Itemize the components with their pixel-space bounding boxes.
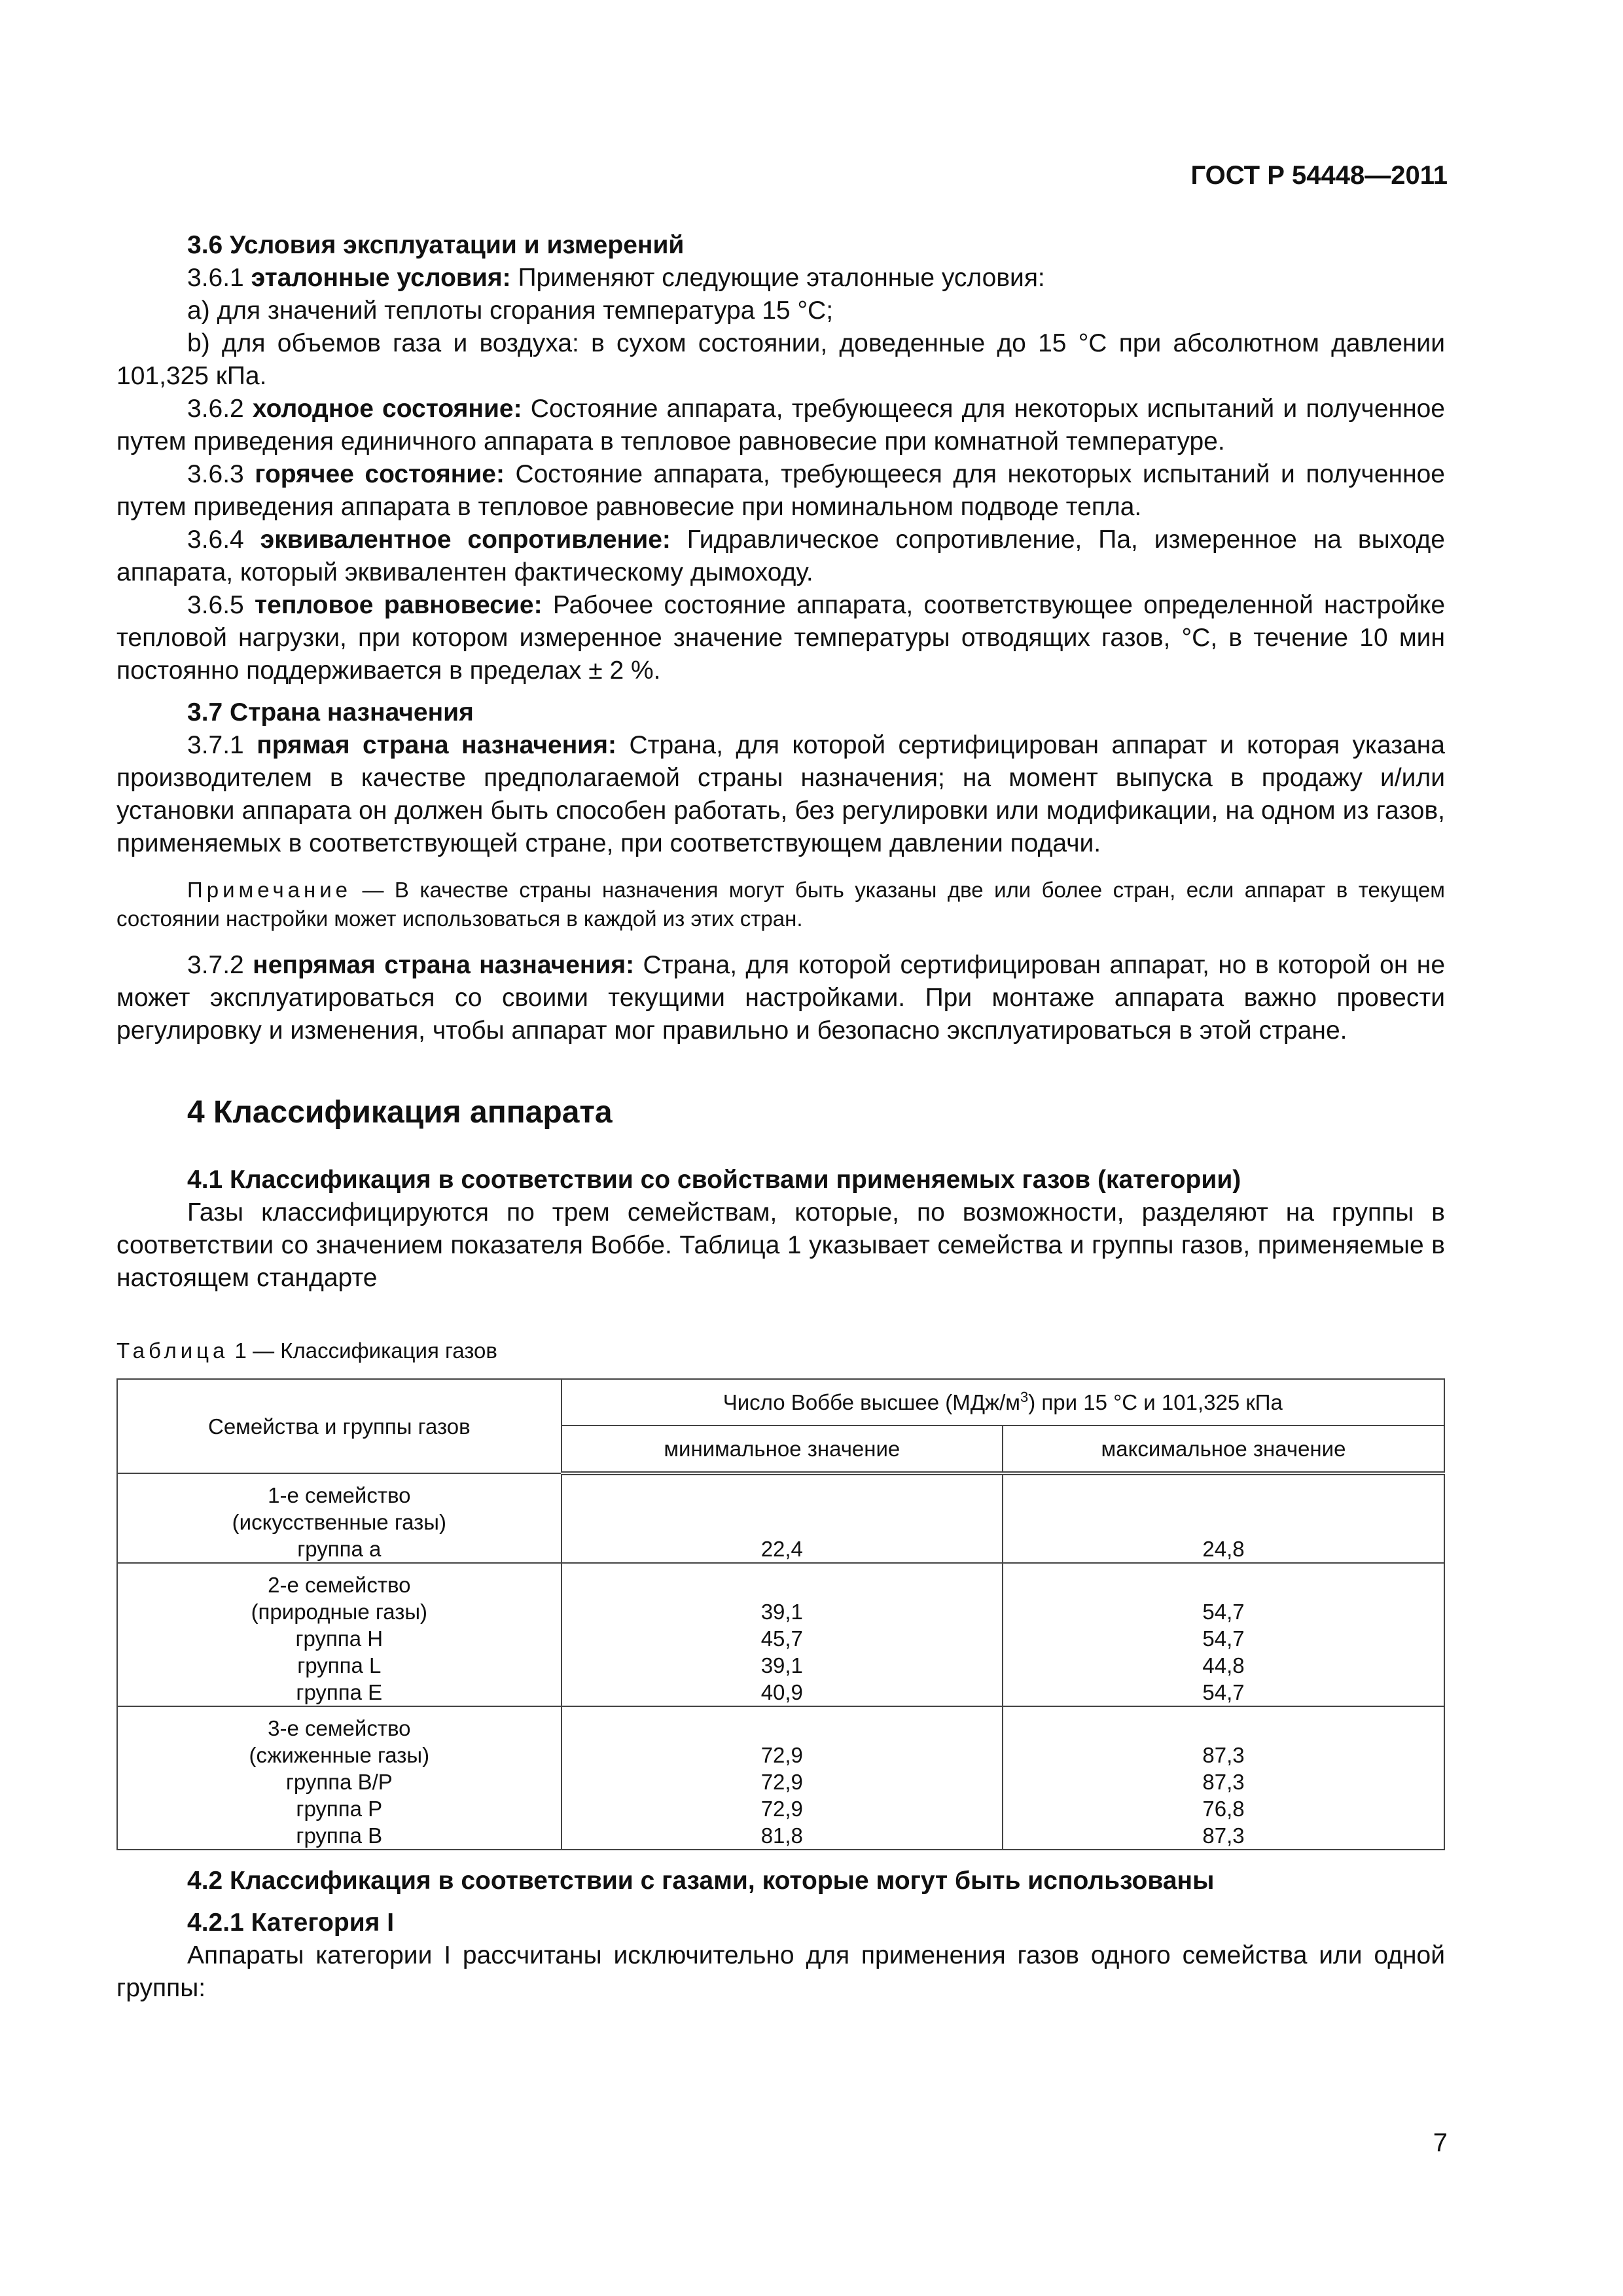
family-name: группа В/Р bbox=[285, 1770, 393, 1794]
table-header-max: максимальное значение bbox=[1003, 1426, 1444, 1473]
table-row bbox=[117, 1563, 1444, 1706]
section-4-1-title: 4.1 Классификация в соответствии со свойствами применяемых газов (категории) bbox=[187, 1166, 1241, 1194]
max-value-cell bbox=[1003, 1473, 1444, 1563]
max-value: 76,8 bbox=[1202, 1797, 1245, 1821]
table-header-wobbe: Число Воббе высшее $(МДж/м^3)$ при 15 °C и 101,325 кПа bbox=[562, 1379, 1444, 1426]
min-value: 72,9 bbox=[760, 1743, 803, 1767]
family-name: (искусственные газы) bbox=[232, 1510, 446, 1534]
section-3-6-title: 3.6 Условия эксплуатации и измерений bbox=[187, 231, 685, 259]
section-4-2-title: 4.2 Классификация в соответствии с газами, которые могут быть использованы bbox=[187, 1867, 1215, 1895]
table-body bbox=[117, 1473, 1444, 1850]
table-header-min: минимальное значение bbox=[562, 1426, 1003, 1473]
family-name: группа L bbox=[297, 1653, 382, 1677]
table-row bbox=[117, 1473, 1444, 1563]
family-name: 1-е семейство bbox=[268, 1483, 411, 1507]
table-header-families: Семейства и группы газов bbox=[117, 1379, 562, 1473]
clause-3-6-4: 3.6.4 эквивалентное сопротивление: Гидравлическое сопротивление, Па, измеренное на выходе аппарата, который эквивалентен фактическому дымоходу. bbox=[116, 526, 1445, 586]
min-value: 81,8 bbox=[760, 1823, 803, 1848]
section-4-1-text: Газы классифицируются по трем семействам, которые, по возможности, разделяют на группы в соответствии со значением показателя Воббе. Таблица 1 указывает семейства и группы газов, применяемые в настоящем стандарте bbox=[116, 1198, 1445, 1292]
family-name: 3-е семейство bbox=[268, 1716, 411, 1740]
clause-3-6-1-a: а) для значений теплоты сгорания температура 15 °C; bbox=[187, 296, 834, 325]
min-value-cell bbox=[562, 1706, 1003, 1850]
min-value-cell bbox=[562, 1563, 1003, 1706]
max-value-cell bbox=[1003, 1563, 1444, 1706]
table-caption: Таблица 1 — Классификация газов bbox=[116, 1338, 497, 1363]
max-value-cell bbox=[1003, 1706, 1444, 1850]
max-value: 87,3 bbox=[1202, 1770, 1245, 1794]
family-name: (сжиженные газы) bbox=[249, 1743, 430, 1767]
min-value: 40,9 bbox=[760, 1680, 803, 1704]
table-row bbox=[117, 1706, 1444, 1850]
min-value: 39,1 bbox=[760, 1600, 803, 1624]
clause-3-6-2: 3.6.2 холодное состояние: Состояние аппарата, требующееся для некоторых испытаний и полученное путем приведения единичного аппарата в тепловое равновесие при комнатной температуре. bbox=[116, 395, 1445, 456]
note: Примечание — В качестве страны назначения могут быть указаны две или более стран, если аппарат в текущем состоянии настройки может использоваться в каждой из этих стран. bbox=[116, 878, 1445, 931]
note-label: Примечание bbox=[187, 878, 352, 902]
family-name: (природные газы) bbox=[251, 1600, 428, 1624]
min-value: 45,7 bbox=[760, 1626, 803, 1651]
family-cell bbox=[117, 1706, 562, 1850]
gas-classification-table bbox=[116, 1378, 1445, 1850]
family-name: 2-е семейство bbox=[268, 1573, 411, 1597]
max-value: 54,7 bbox=[1202, 1600, 1245, 1624]
min-value: 22,4 bbox=[760, 1537, 803, 1561]
family-name: группа В bbox=[296, 1823, 383, 1848]
page-content bbox=[116, 229, 1445, 2005]
min-value-cell bbox=[562, 1473, 1003, 1563]
family-name: группа E bbox=[296, 1680, 383, 1704]
page-number: 7 bbox=[1433, 2128, 1448, 2157]
min-value: 39,1 bbox=[760, 1653, 803, 1677]
family-name: группа а bbox=[297, 1537, 382, 1561]
max-value: 54,7 bbox=[1202, 1680, 1245, 1704]
min-value: 72,9 bbox=[760, 1797, 803, 1821]
section-4-2-1-text: Аппараты категории I рассчитаны исключительно для применения газов одного семейства или одной группы: bbox=[116, 1941, 1445, 2002]
max-value: 54,7 bbox=[1202, 1626, 1245, 1651]
section-4-title: 4 Классификация аппарата bbox=[187, 1095, 613, 1130]
section-4-2-1-title: 4.2.1 Категория I bbox=[187, 1909, 395, 1937]
max-value: 87,3 bbox=[1202, 1743, 1245, 1767]
section-3-7-title: 3.7 Страна назначения bbox=[187, 698, 474, 726]
clause-3-7-1: 3.7.1 прямая страна назначения: Страна, для которой сертифицирован аппарат и которая указана производителем в качестве предполагаемой страны назначения; на момент выпуска в продажу и/или установки аппарата он должен быть способен работать, без регулировки или модификации, на одном из газов, применяемых в соответствующей стране, при соответствующем давлении подачи. bbox=[116, 731, 1446, 857]
clause-3-6-1-b: b) для объемов газа и воздуха: в сухом состоянии, доведенные до 15 °C при абсолютном давлении 101,325 кПа. bbox=[116, 329, 1445, 390]
family-cell bbox=[117, 1473, 562, 1563]
clause-3-6-1: 3.6.1 эталонные условия: Применяют следующие эталонные условия: bbox=[187, 264, 1045, 292]
min-value: 72,9 bbox=[760, 1770, 803, 1794]
family-name: группа Н bbox=[295, 1626, 383, 1651]
clause-3-6-5: 3.6.5 тепловое равновесие: Рабочее состояние аппарата, соответствующее определенной настройке тепловой нагрузки, при котором измеренное значение температуры отводящих газов, °C, в течение 10 мин постоянно поддерживается в пределах ± 2 %. bbox=[116, 591, 1446, 685]
max-value: 87,3 bbox=[1202, 1823, 1245, 1848]
document-header: ГОСТ Р 54448—2011 bbox=[1190, 161, 1448, 190]
clause-3-6-3: 3.6.3 горячее состояние: Состояние аппарата, требующееся для некоторых испытаний и полученное путем приведения аппарата в тепловое равновесие при номинальном подводе тепла. bbox=[116, 460, 1446, 521]
family-name: группа Р bbox=[296, 1797, 383, 1821]
max-value: 44,8 bbox=[1202, 1653, 1245, 1677]
max-value: 24,8 bbox=[1202, 1537, 1245, 1561]
clause-3-7-2: 3.7.2 непрямая страна назначения: Страна, для которой сертифицирован аппарат, но в которой он не может эксплуатироваться со своими текущими настройками. При монтаже аппарата важно провести регулировку и изменения, чтобы аппарат мог правильно и безопасно эксплуатироваться в этой стране. bbox=[116, 951, 1446, 1045]
family-cell bbox=[117, 1563, 562, 1706]
